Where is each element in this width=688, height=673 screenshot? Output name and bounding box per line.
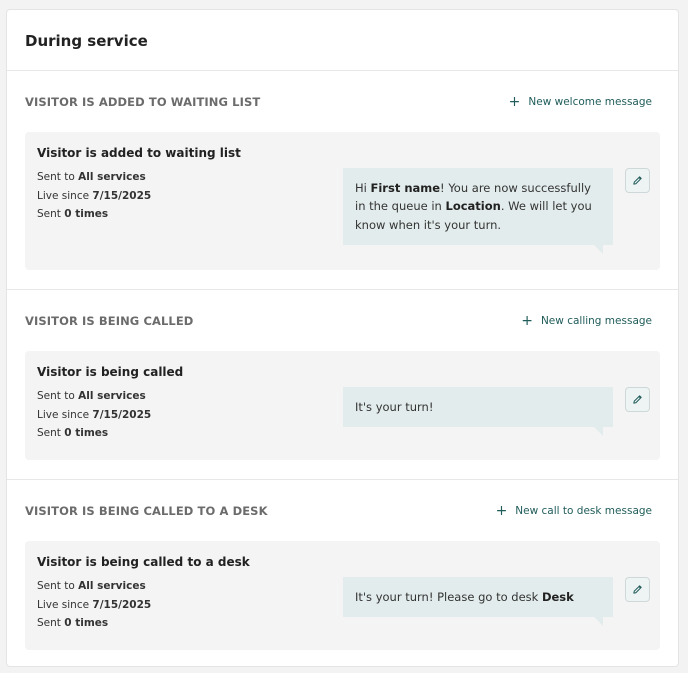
live-since-row: Live since 7/15/2025 [37,189,152,202]
section-title: VISITOR IS BEING CALLED [25,313,194,328]
sent-to-row: Sent to All services [37,580,146,592]
message-card [25,541,660,650]
plus-icon: + [521,312,533,329]
message-info [37,365,183,443]
section-header [25,290,660,351]
plus-icon: + [508,93,521,110]
message-card [25,132,660,270]
sent-count-value: 0 times [64,617,109,629]
message-preview-bubble: It's your turn! [343,387,613,427]
section-header [25,71,660,132]
message-title: Visitor is being called to a desk [37,555,250,569]
during-service-card [6,9,679,667]
message-title: Visitor is added to waiting list [37,146,241,160]
sent-count-row: Sent 0 times [37,208,109,220]
live-since-value: 7/15/2025 [92,408,152,421]
live-since-row: Live since 7/15/2025 [37,408,152,421]
section-header [25,480,660,541]
new-button-label: New welcome message [528,95,652,108]
live-since-value: 7/15/2025 [92,598,152,611]
message-preview-bubble: Hi First name! You are now successfully in the queue in Location. We will let you know when it's your turn. [343,168,613,245]
card-header [7,10,678,71]
plus-icon: + [495,502,508,519]
message-title: Visitor is being called [37,365,184,379]
sent-count-row: Sent 0 times [37,617,109,629]
sent-to-row: Sent to All services [37,171,146,183]
sent-count-value: 0 times [64,427,109,439]
placeholder-first-name: First name [370,181,441,195]
sent-to-value: All services [78,171,146,183]
sent-to-row: Sent to All services [37,390,146,402]
pencil-icon [632,394,643,405]
pencil-icon [632,584,643,595]
message-preview-bubble: It's your turn! Please go to desk Desk [343,577,613,617]
live-since-value: 7/15/2025 [92,189,152,202]
section-title: VISITOR IS BEING CALLED TO A DESK [25,503,268,518]
new-call-to-desk-message-button[interactable] [495,502,652,519]
sent-count-value: 0 times [64,208,109,220]
pencil-icon [632,175,643,186]
sent-count-row: Sent 0 times [37,427,109,439]
edit-message-button[interactable] [625,577,650,602]
live-since-row: Live since 7/15/2025 [37,598,152,611]
edit-message-button[interactable] [625,387,650,412]
placeholder-location: Location [445,199,501,214]
new-button-label: New call to desk message [515,504,652,517]
new-welcome-message-button[interactable] [508,93,652,110]
section-being-called [7,290,678,480]
message-card [25,351,660,460]
edit-message-button[interactable] [625,168,650,193]
sent-to-value: All services [78,580,146,592]
page-title: During service [25,32,148,50]
message-info [37,146,241,224]
message-info [37,555,250,633]
section-waiting-list [7,71,678,290]
new-button-label: New calling message [540,314,652,327]
placeholder-desk: Desk [541,590,574,604]
sent-to-value: All services [78,390,146,402]
new-calling-message-button[interactable] [521,312,652,329]
section-called-to-desk [7,480,678,650]
section-title: VISITOR IS ADDED TO WAITING LIST [25,94,261,109]
